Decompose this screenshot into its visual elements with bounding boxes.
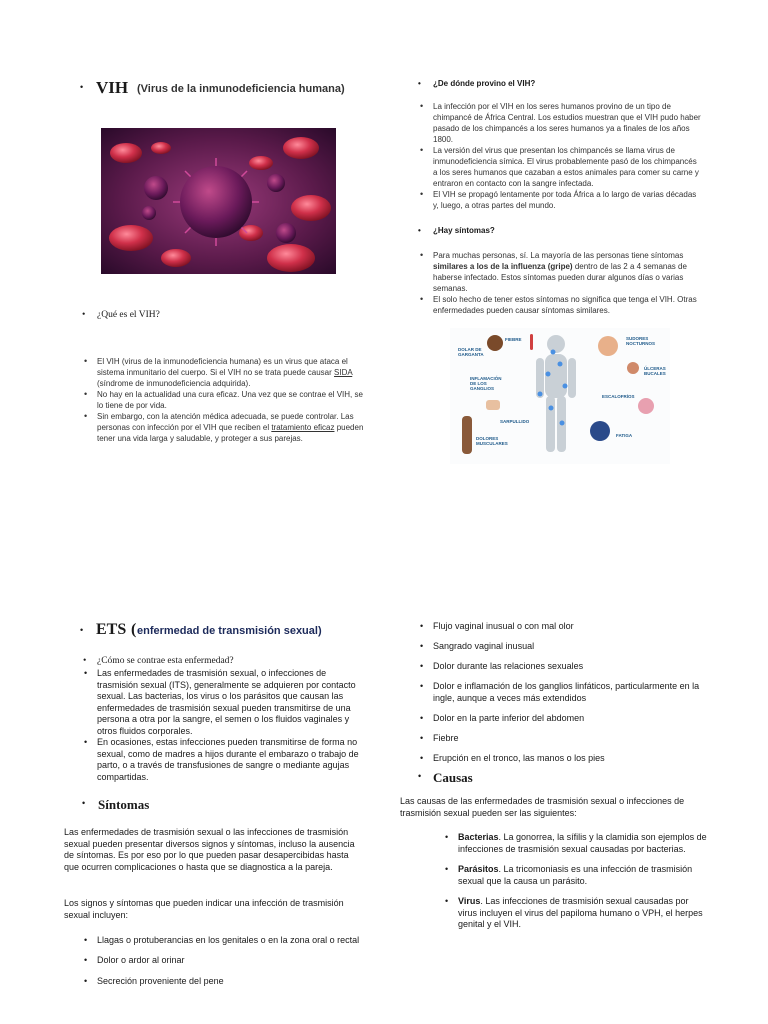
- list-item: • El VIH se propagó lentamente por toda África a lo largo de varias décadas y, luego, a otras partes del mundo.: [433, 189, 703, 211]
- list-item: • Sin embargo, con la atención médica adecuada, se puede controlar. Las personas con infección por el VIH que reciben el tratamiento eficaz pueden tener una vida larga y saludable, y proteger a sus parejas.: [97, 411, 367, 444]
- list-item: • Secreción proveniente del pene: [97, 975, 369, 987]
- ets-subtitle: enfermedad de transmisión sexual): [137, 625, 322, 637]
- origen-list: [433, 101, 703, 211]
- label-escalofrios: ESCALOFRÍOS: [602, 394, 635, 399]
- sintomas-para2: Los signos y síntomas que pueden indicar una infección de trasmisión sexual incluyen:: [64, 898, 344, 920]
- list-item: • Erupción en el tronco, las manos o los pies: [433, 752, 713, 764]
- list-item: • Para muchas personas, sí. La mayoría de las personas tiene síntomas similares a los de la influenza (gripe) dentro de las 2 a 4 semanas de haberse infectado. Estos síntomas pueden durar algunos días o varias semanas.: [433, 250, 703, 294]
- list-item: • Sangrado vaginal inusual: [433, 640, 713, 652]
- list-item: • El solo hecho de tener estos síntomas no significa que tenga el VIH. Otras enfermedades pueden causar síntomas similares.: [433, 294, 703, 316]
- list-item: • El VIH (virus de la inmunodeficiencia humana) es un virus que ataca el sistema inmunitario del cuerpo. Si el VIH no se trata puede causar SIDA (síndrome de inmunodeficiencia adquirida).: [97, 356, 367, 389]
- label-fiebre: FIEBRE: [505, 337, 522, 342]
- sintomas-para1: Las enfermedades de trasmisión sexual o las infecciones de trasmisión sexual pueden presentar diversos signos y síntomas, incluso la ausencia de síntomas. Es por eso por lo que pueden pasar desapercibidas hasta que ocurren complicaciones o hasta que se diagnostica a la pareja.: [64, 827, 355, 872]
- vih-subtitle: (Virus de la inmunodeficiencia humana): [137, 83, 345, 95]
- sida-link[interactable]: SIDA: [334, 368, 353, 377]
- list-item: • Dolor durante las relaciones sexuales: [433, 660, 713, 672]
- label-inflamacion: INFLAMACIÓN DE LOS GANGLIOS: [470, 376, 502, 391]
- label-fatiga: FATIGA: [616, 433, 633, 438]
- label-ulceras: ÚLCERAS BUCALES: [644, 366, 666, 376]
- list-item: • Llagas o protuberancias en los genitales o en la zona oral o rectal: [97, 934, 369, 946]
- list-item: • Bacterias. La gonorrea, la sífilis y la clamidia son ejemplos de infecciones de trasmisión sexual causadas por bacterias.: [458, 832, 708, 855]
- sintomas-q-list: [433, 250, 703, 316]
- tratamiento-link[interactable]: tratamiento eficaz: [271, 423, 335, 432]
- causas-intro: Las causas de las enfermedades de trasmisión sexual o infecciones de trasmisión sexual pueden ser las siguientes:: [400, 796, 685, 818]
- que-es-list: [97, 356, 367, 444]
- virus-image: [101, 128, 336, 274]
- vih-heading: [80, 78, 380, 100]
- contrae-list: [97, 668, 369, 783]
- label-dolor-garganta: DOLAR DE GARGANTA: [458, 347, 484, 357]
- list-item: • No hay en la actualidad una cura eficaz. Una vez que se contrae el VIH, se lo tiene de por vida.: [97, 389, 367, 411]
- symptoms-diagram: [450, 328, 670, 464]
- label-sudores: SUDORES NOCTURNOS: [626, 336, 655, 346]
- list-item: • Virus. Las infecciones de trasmisión sexual causadas por virus incluyen el virus del papiloma humano o VPH, el herpes genital y el VIH.: [458, 896, 708, 931]
- label-dolores: DOLORES MUSCULARES: [476, 436, 508, 446]
- list-item: • Dolor e inflamación de los ganglios linfáticos, particularmente en la ingle, aunque a veces más extendidos: [433, 680, 713, 704]
- list-item: • Fiebre: [433, 732, 713, 744]
- list-item: • La infección por el VIH en los seres humanos provino de un tipo de chimpancé de África Central. Los estudios muestran que el VIH pudo haber pasado de los chimpancés a los seres humanos ya a finales de los años 1800.: [433, 101, 703, 145]
- list-item: • Dolor o ardor al orinar: [97, 954, 369, 966]
- label-sarpullido: SARPULLIDO: [500, 419, 530, 424]
- sintomas-list-left: [97, 934, 369, 987]
- causas-list: [458, 832, 708, 931]
- list-item: • Parásitos. La tricomoniasis es una infección de trasmisión sexual que la causa un parásito.: [458, 864, 708, 887]
- bullet: •: [80, 82, 84, 92]
- list-item: • Dolor en la parte inferior del abdomen: [433, 712, 713, 724]
- vih-title: VIH: [96, 78, 129, 97]
- list-item: • En ocasiones, estas infecciones pueden transmitirse de forma no sexual, como de madres a hijos durante el embarazo o trabajo de parto, o a través de transfusiones de sangre o mediante agujas compartidas.: [97, 737, 369, 783]
- list-item: • Las enfermedades de trasmisión sexual, o infecciones de trasmisión sexual (ITS), generalmente se adquieren por contacto sexual. Las bacterias, los virus o los parásitos que causan las enfermedades de trasmisión sexual pueden transmitirse de una persona a otra por la sangre, el semen o los fluidos vaginales y otros fluidos corporales.: [97, 668, 369, 737]
- sintomas-list-right: [433, 620, 713, 764]
- list-item: • Flujo vaginal inusual o con mal olor: [433, 620, 713, 632]
- list-item: • La versión del virus que presentan los chimpancés se llama virus de inmunodeficiencia símica. El virus probablemente pasó de los chimpancés a los seres humanos que cazaban a estos animales para comer su carne y entraron en contacto con la sangre infectada.: [433, 145, 703, 189]
- ets-heading: • ETS ( enfermedad de transmisión sexual): [80, 621, 322, 638]
- ets-title: ETS: [96, 621, 127, 638]
